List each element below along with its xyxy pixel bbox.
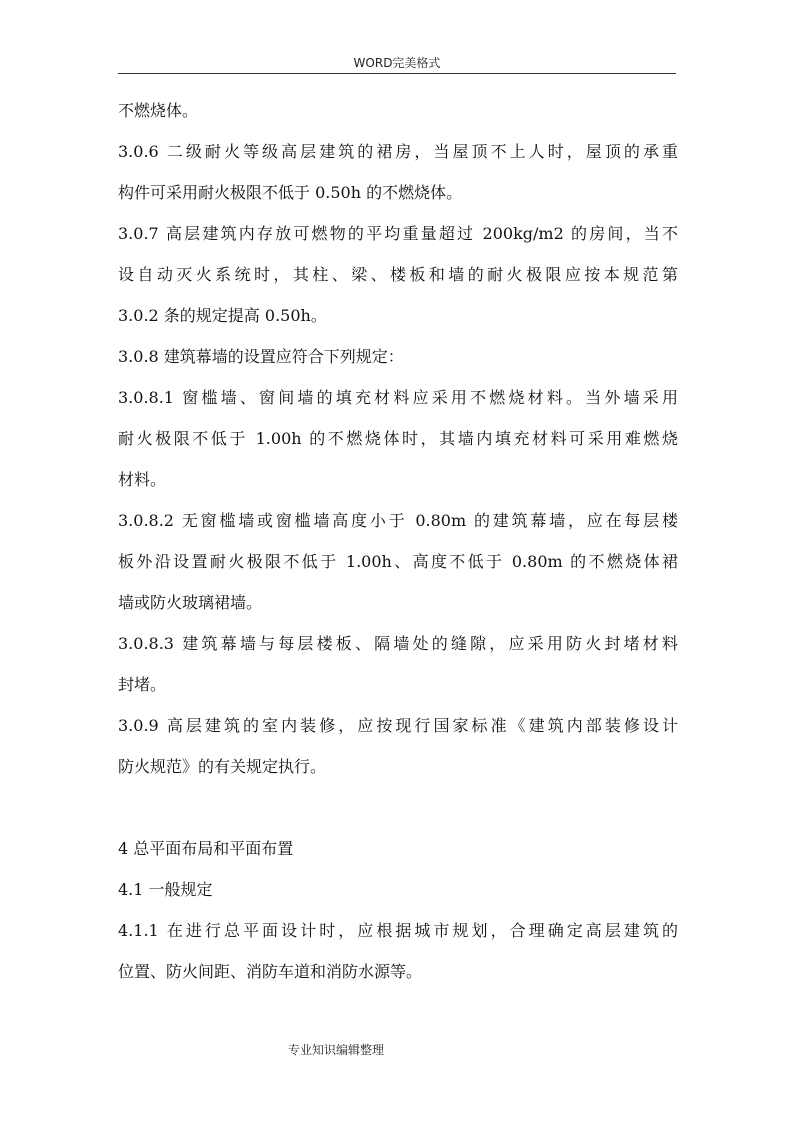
text-line: 防火规范》的有关规定执行。 <box>118 757 327 776</box>
text-line: 墙或防火玻璃裙墙。 <box>118 593 263 612</box>
text-line: 封堵。 <box>118 675 167 694</box>
header-divider <box>118 73 676 74</box>
text-line: 设自动灭火系统时，其柱、梁、楼板和墙的耐火极限应按本规范第 <box>118 265 678 284</box>
text-line: 3.0.8.1 窗槛墙、窗间墙的填充材料应采用不燃烧材料。当外墙采用 <box>118 388 678 407</box>
chapter-heading: 4 总平面布局和平面布置 <box>118 839 294 858</box>
text-line: 材料。 <box>118 470 167 489</box>
text-line: 不燃烧体。 <box>118 101 199 120</box>
text-line: 板外沿设置耐火极限不低于 1.00h、高度不低于 0.80m 的不燃烧体裙 <box>118 552 678 571</box>
page-footer: 专业知识编辑整理 <box>288 1043 385 1057</box>
text-line: 3.0.6 二级耐火等级高层建筑的裙房，当屋顶不上人时，屋顶的承重 <box>118 142 678 161</box>
text-line: 3.0.7 高层建筑内存放可燃物的平均重量超过 200kg/m2 的房间，当不 <box>118 224 678 243</box>
text-line: 位置、防火间距、消防车道和消防水源等。 <box>118 962 423 981</box>
text-line: 3.0.9 高层建筑的室内装修，应按现行国家标准《建筑内部装修设计 <box>118 716 678 735</box>
section-heading: 4.1 一般规定 <box>118 880 213 899</box>
text-line: 3.0.8 建筑幕墙的设置应符合下列规定： <box>118 347 404 366</box>
text-line: 3.0.8.3 建筑幕墙与每层楼板、隔墙处的缝隙，应采用防火封堵材料 <box>118 634 678 653</box>
text-line: 3.0.8.2 无窗槛墙或窗槛墙高度小于 0.80m 的建筑幕墙，应在每层楼 <box>118 511 678 530</box>
text-line: 构件可采用耐火极限不低于 0.50h 的不燃烧体。 <box>118 183 463 202</box>
text-line: 4.1.1 在进行总平面设计时，应根据城市规划，合理确定高层建筑的 <box>118 921 678 940</box>
document-body <box>118 101 678 982</box>
text-line: 耐火极限不低于 1.00h 的不燃烧体时，其墙内填充材料可采用难燃烧 <box>118 429 678 448</box>
text-line: 3.0.2 条的规定提高 0.50h。 <box>118 306 327 325</box>
page-header: WORD完美格式 <box>353 56 441 70</box>
